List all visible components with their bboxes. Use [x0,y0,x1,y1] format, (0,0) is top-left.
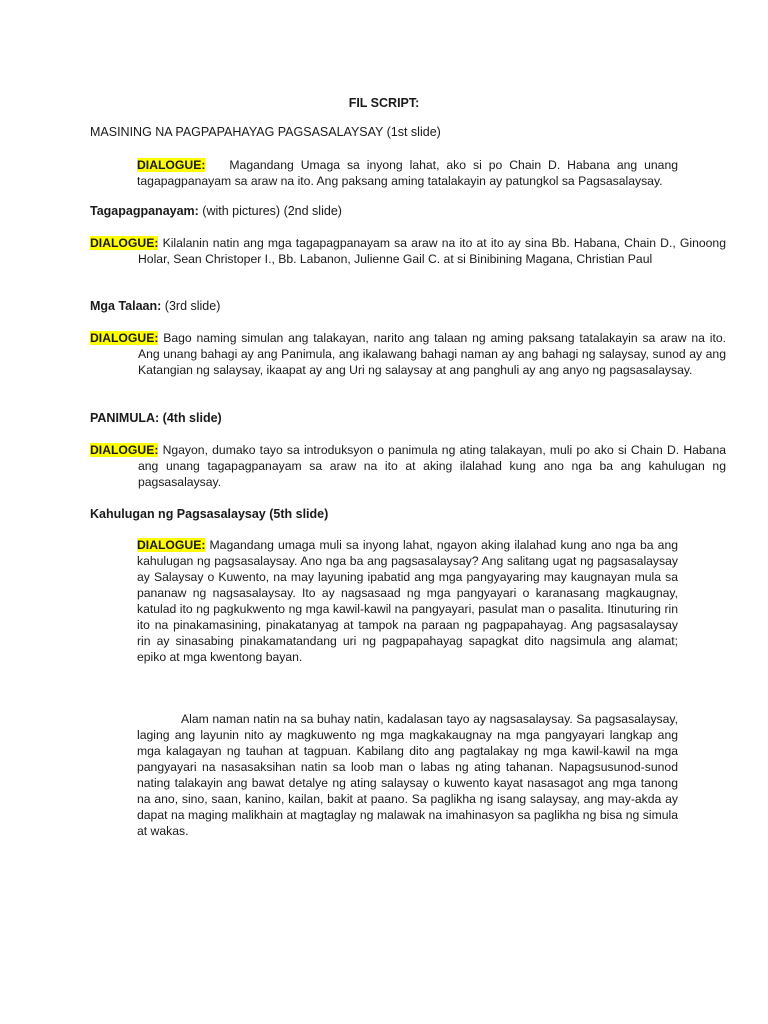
dialogue-label-1: DIALOGUE: [137,158,206,172]
section-heading-4-bold: PANIMULA: (4th slide) [90,411,222,425]
dialogue-5 [137,537,678,665]
section-heading-2 [90,203,342,219]
dialogue-text-3: Bago naming simulan ang talakayan, narito ang talaan ng aming paksang tatalakayin sa araw na ito. Ang unang bahagi ay ang Panimula, ang ikalawang bahagi naman ay ang bahagi ng salaysay, sunod ay ang Katangian ng salaysay, ikaapat ay ang Uri ng salaysay at ang panghuli ay ang anyo ng pagsasalaysay. [138,331,727,377]
dialogue-label-4: DIALOGUE: [90,443,159,457]
section-heading-3-bold: Mga Talaan: [90,299,162,313]
dialogue-4 [90,442,726,490]
closing-paragraph-text: Alam naman natin na sa buhay natin, kadalasan tayo ay nagsasalaysay. Sa pagsasalaysay, laging ang layunin nito ay magkuwento ng mga magkakaugnay na mga pangyayari langkap ang mga kalagayan ng tauhan at tagpuan. Kabilang dito ang pagtalakay ng mga kawil-kawil na mga pangyayari na nasasaksihan natin sa loob man o labas ng ating tahanan. Napagsusunod-sunod nating talakayin ang bawat detalye ng ating salaysay o kuwento kayat nasasagot ang mga tanong na ano, sino, saan, kanino, kailan, bakit at paano. Sa paglikha ng isang salaysay, ang may-akda ay dapat na maging malikhain at magtaglay ng malawak na imahinasyon sa paglikha ng bisa ng simula at wakas. [137,712,678,838]
dialogue-label-5: DIALOGUE: [137,538,206,552]
section-heading-4 [90,410,222,426]
dialogue-label-2: DIALOGUE: [90,236,159,250]
section-heading-2-bold: Tagapagpanayam: [90,204,199,218]
section-heading-3 [90,298,220,314]
dialogue-text-4: Ngayon, dumako tayo sa introduksyon o panimula ng ating talakayan, muli po ako si Chain D. Habana ang unang tagapagpanayam sa araw na ito at aking ilalahad kung ano nga ba ang kahulugan ng pagsasalaysay. [138,443,727,489]
section-heading-2-text: (with pictures) (2nd slide) [198,204,342,218]
dialogue-1 [137,157,678,189]
dialogue-3 [90,330,726,378]
dialogue-text-2: Kilalanin natin ang mga tagapagpanayam sa araw na ito at ito ay sina Bb. Habana, Chain D., Ginoong Holar, Sean Christoper I., Bb. Labanon, Julienne Gail C. at si Binibining Magana, Christian Paul [138,236,726,266]
document-title: FIL SCRIPT: [348,96,420,110]
section-heading-5 [90,506,328,522]
section-heading-1-text: MASINING NA PAGPAPAHAYAG PAGSASALAYSAY (1st slide) [90,125,441,139]
dialogue-label-3: DIALOGUE: [90,331,159,345]
section-heading-3-text: (3rd slide) [161,299,221,313]
closing-paragraph [137,711,678,839]
dialogue-text-1: Magandang Umaga sa inyong lahat, ako si po Chain D. Habana ang unang tagapagpanayam sa araw na ito. Ang paksang aming tatalakayin ay patungkol sa Pagsasalaysay. [137,158,678,188]
dialogue-2 [90,235,726,267]
section-heading-5-bold: Kahulugan ng Pagsasalaysay (5th slide) [90,507,329,521]
dialogue-text-5: Magandang umaga muli sa inyong lahat, ngayon aking ilalahad kung ano nga ba ang kahulugan ng pagsasalaysay. Ano nga ba ang pagsasalaysay? Ang salitang ugat ng pagsasalaysay ay Salaysay o Kuwento, na may layuning ipabatid ang mga pangyayaring may kaugnayan mula sa pananaw ng nagsasalaysay. Ito ay nagsasaad ng mga pangyayari o karanasang magkaugnay, katulad ito ng pagkukwento ng mga kawil-kawil na pangyayari, pasulat man o pasalita. Itinuturing rin ito na pinakamasining, pinakatanyag at tampok na paraan ng pagpapahayag. Ang pagsasalaysay rin ay sinasabing pinakamatandang uri ng pagpapahayag sapagkat dito nagsimula ang alamat; epiko at mga kwentong bayan. [137,538,678,664]
section-heading-1 [90,124,441,140]
